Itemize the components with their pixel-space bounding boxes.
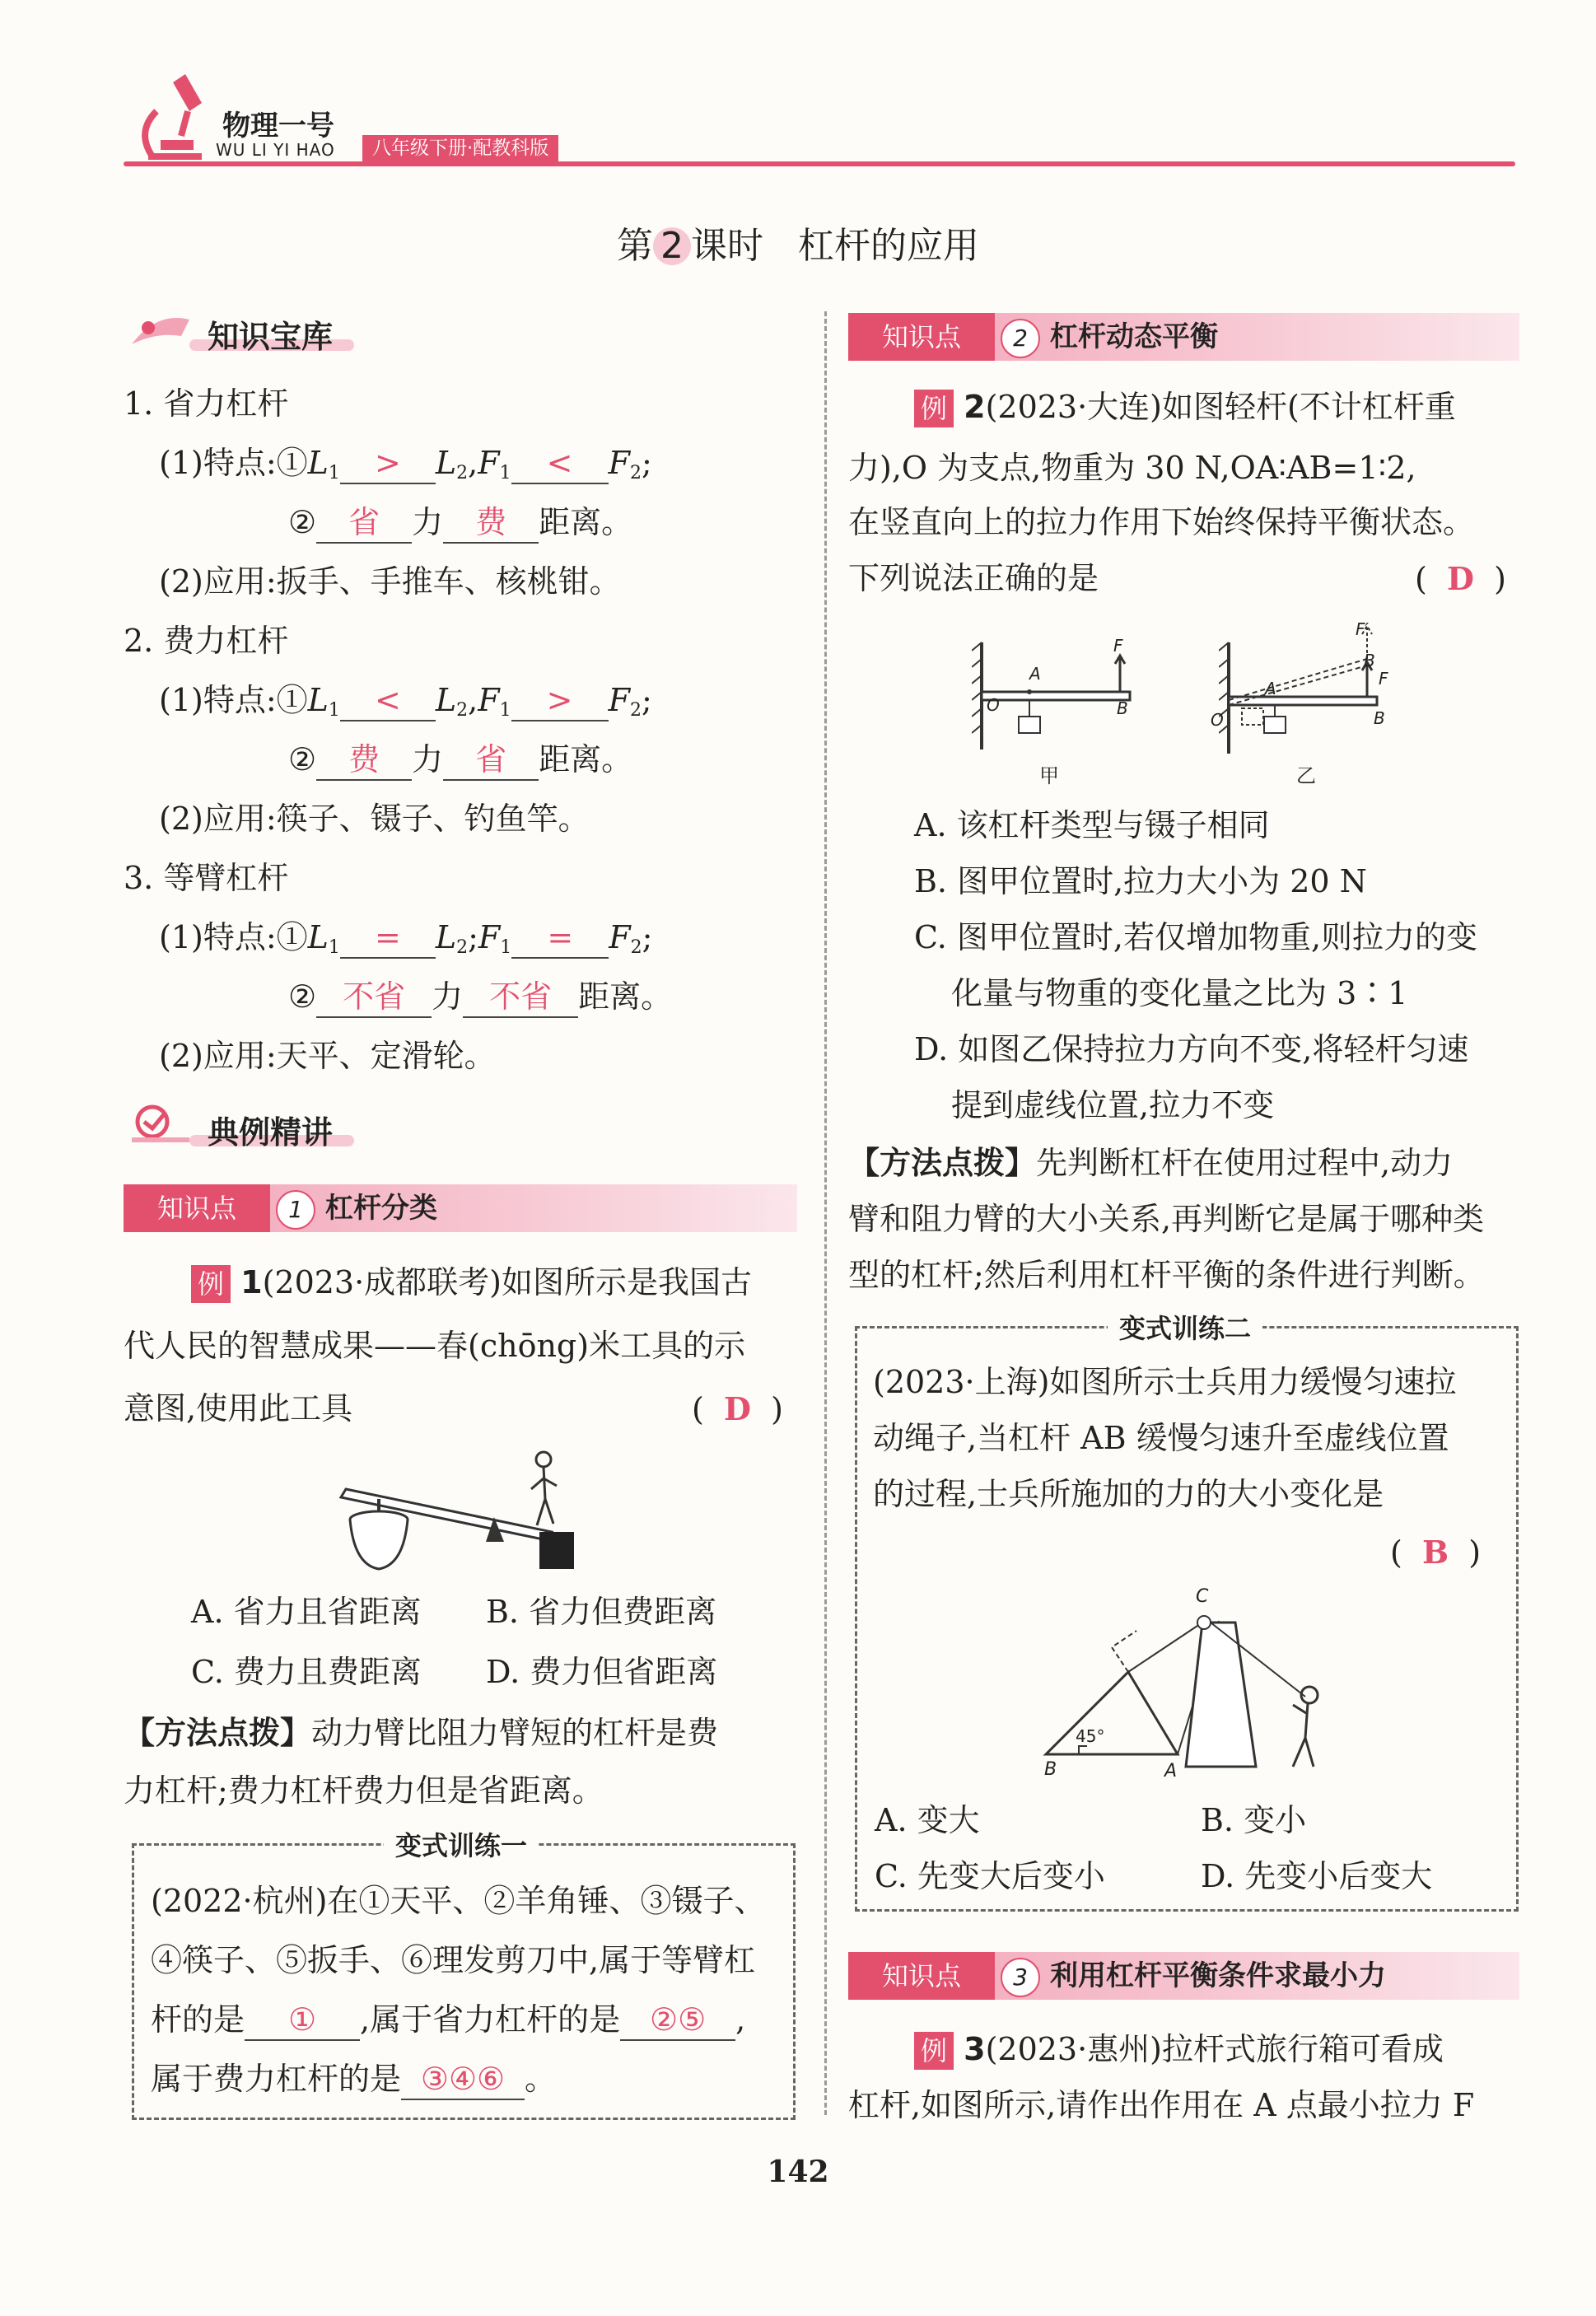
section2-blank-w2: 省 — [443, 741, 539, 781]
lesson-title — [0, 216, 1596, 268]
section2-feature2: ② 费 力 省 距离。 — [288, 741, 632, 781]
train1-blank3: ③④⑥ — [401, 2061, 525, 2100]
ex2-option-c-line2: 化量与物重的变化量之比为 3∶1 — [951, 975, 1408, 1011]
yi-label-b: B — [1374, 708, 1385, 728]
train1-line2: ④筷子、⑤扳手、⑥理发剪刀中,属于等臂杠 — [151, 1942, 756, 1978]
train2-option-c: C. 先变大后变小 — [875, 1858, 1105, 1894]
ex2-tip-label: 【方法点拨】 — [848, 1145, 1037, 1181]
ex2-line2: 力),O 为支点,物重为 30 N,OA∶AB=1∶2, — [848, 450, 1416, 486]
train2-label-a: A — [1164, 1761, 1178, 1781]
train2-label-c: C — [1196, 1586, 1209, 1607]
train1-line1: (2022·杭州)在①天平、②羊角锤、③镊子、 — [151, 1883, 766, 1919]
knowledge-point-3-bar — [848, 1952, 1519, 2000]
ex2-option-a: A. 该杠杆类型与镊子相同 — [914, 807, 1270, 843]
train1-line3: 杆的是 ① ,属于省力杠杆的是 ②⑤ , — [151, 2001, 745, 2041]
page-number: 142 — [767, 2155, 829, 2189]
kp1-title: 杠杆分类 — [325, 1192, 437, 1225]
ex2-option-c-line1: C. 图甲位置时,若仅增加物重,则拉力的变 — [914, 919, 1478, 955]
train2-label-b: B — [1044, 1759, 1057, 1780]
train2-label-angle: 45° — [1076, 1726, 1105, 1746]
ex2-option-b: B. 图甲位置时,拉力大小为 20 N — [914, 863, 1367, 899]
section3-blank-w1: 不省 — [316, 978, 432, 1018]
section1-title: 1. 省力杠杆 — [124, 385, 289, 422]
ex2-tip-line2: 臂和阻力臂的大小关系,再判断它是属于哪种类 — [848, 1201, 1485, 1237]
ex2-tip-line1: 【方法点拨】先判断杠杆在使用过程中,动力 — [848, 1145, 1454, 1181]
lever-figure-yi — [1219, 609, 1408, 774]
ex1-line2: 代人民的智慧成果——春(chōng)米工具的示 — [124, 1328, 746, 1364]
kp1-number: 1 — [276, 1190, 315, 1230]
ex1-option-b: B. 省力但费距离 — [486, 1594, 717, 1630]
ex1-option-a: A. 省力且省距离 — [191, 1594, 422, 1630]
kp3-tag: 知识点 — [848, 1952, 995, 2000]
section1-blank-cmp2: < — [511, 445, 609, 484]
kp1-tag: 知识点 — [124, 1184, 270, 1232]
section1-blank-w2: 费 — [443, 504, 539, 544]
yi-label-f: F — [1379, 669, 1388, 689]
kp2-tag: 知识点 — [848, 313, 995, 361]
knowledge-point-1-bar — [124, 1184, 797, 1232]
kp2-title: 杠杆动态平衡 — [1050, 320, 1218, 353]
section2-feature1: (1)特点$:①L_1 < L_2,F_1 > F_2$; — [159, 682, 652, 721]
train2-option-a: A. 变大 — [875, 1802, 980, 1838]
knowledge-icon — [124, 303, 198, 353]
section3-blank-w2: 不省 — [463, 978, 578, 1018]
train2-option-b: B. 变小 — [1201, 1802, 1307, 1838]
microscope-logo-icon — [124, 66, 214, 165]
ex1-line1: 例 1(2023·成都联考)如图所示是我国古 — [191, 1264, 752, 1303]
example-heading: 典例精讲 — [208, 1114, 334, 1151]
ex2-option-d-line1: D. 如图乙保持拉力方向不变,将轻杆匀速 — [914, 1031, 1469, 1067]
edition-badge: 八年级下册·配教科版 — [362, 135, 558, 161]
ex1-tip-label: 【方法点拨】 — [124, 1715, 312, 1751]
yi-label-a: A — [1265, 679, 1276, 698]
knowledge-heading: 知识宝库 — [208, 319, 334, 355]
ex2-line4: 下列说法正确的是 — [848, 560, 1099, 596]
train1-title: 变式训练一 — [384, 1825, 539, 1863]
section3-feature1: (1)特点$:①L_1$ = $L_2;F_1 = F_2$; — [159, 919, 653, 958]
figure-jia-caption: 甲 — [1039, 764, 1059, 787]
ex2-line1: 例 2(2023·大连)如图轻杆(不计杠杆重 — [914, 389, 1456, 427]
ex3-line2: 杠杆,如图所示,请作出作用在 A 点最小拉力 F — [848, 2087, 1475, 2123]
ex2-number: 2 — [964, 389, 986, 425]
train2-answer-bracket: ( B ) — [1390, 1534, 1482, 1571]
train1-blank1: ① — [245, 2001, 360, 2041]
ex1-number: 1 — [240, 1264, 263, 1300]
knowledge-point-2-bar — [848, 313, 1519, 361]
jia-label-f: F — [1113, 636, 1123, 656]
train2-option-d: D. 先变小后变大 — [1201, 1858, 1433, 1894]
section1-blank-w1: 省 — [316, 504, 412, 544]
section2-title: 2. 费力杠杆 — [124, 623, 289, 659]
kp3-title: 利用杠杆平衡条件求最小力 — [1050, 1959, 1386, 1992]
section2-blank-cmp1: < — [340, 682, 436, 721]
section3-title: 3. 等臂杠杆 — [124, 860, 289, 896]
ex1-answer: D — [723, 1390, 751, 1427]
section2-blank-cmp2: > — [511, 682, 609, 721]
section2-blank-w1: 费 — [316, 741, 412, 781]
section3-blank-cmp2: = — [511, 919, 609, 959]
ex1-tip-line2: 力杠杆;费力杠杆费力但是省距离。 — [124, 1772, 604, 1809]
section3-application: (2)应用:天平、定滑轮。 — [159, 1038, 496, 1074]
figure-yi-caption: 乙 — [1296, 764, 1316, 787]
section3-blank-cmp1: = — [340, 919, 436, 959]
section2-application: (2)应用:筷子、镊子、钓鱼竿。 — [159, 801, 590, 837]
soldier-pulley-figure — [1038, 1590, 1334, 1787]
ex3-label: 例 — [914, 2032, 954, 2070]
train2-line3: 的过程,士兵所施加的力的大小变化是 — [873, 1476, 1384, 1512]
kp3-number: 3 — [1001, 1958, 1040, 1997]
ex1-line3: 意图,使用此工具 — [124, 1390, 353, 1426]
jia-label-a: A — [1029, 664, 1041, 684]
section1-feature2: ② 省 力 费 距离。 — [288, 504, 632, 544]
ex2-option-d-line2: 提到虚线位置,拉力不变 — [951, 1087, 1275, 1123]
lesson-number: 2 — [653, 227, 691, 265]
train1-line4: 属于费力杠杆的是 ③④⑥ 。 — [151, 2061, 556, 2100]
section1-feature1: (1)特点$:①L_1 > L_2,F_1 < F_2$; — [159, 445, 652, 483]
train2-line2: 动绳子,当杠杆 AB 缓慢匀速升至虚线位置 — [873, 1420, 1449, 1456]
ex1-label: 例 — [191, 1265, 231, 1303]
train2-answer: B — [1421, 1534, 1449, 1571]
lesson-name: 杠杆的应用 — [797, 225, 979, 267]
ex2-tip-line3: 型的杠杆;然后利用杠杆平衡的条件进行判断。 — [848, 1257, 1485, 1293]
ex1-option-c: C. 费力且费距离 — [191, 1654, 422, 1690]
train2-title: 变式训练二 — [1108, 1308, 1262, 1346]
kp2-number: 2 — [1001, 319, 1040, 358]
ex2-line3: 在竖直向上的拉力作用下始终保持平衡状态。 — [848, 504, 1475, 540]
yi-label-o: O — [1211, 710, 1224, 730]
section1-application: (2)应用:扳手、手推车、核桃钳。 — [159, 563, 621, 600]
yi-label-b-prime: B — [1364, 651, 1375, 670]
train1-blank2: ②⑤ — [620, 2001, 735, 2041]
ex3-line1: 例 3(2023·惠州)拉杆式旅行箱可看成 — [914, 2031, 1444, 2070]
example-icon — [124, 1097, 198, 1146]
ex1-option-d: D. 费力但省距离 — [486, 1654, 718, 1690]
rice-pounder-figure — [329, 1450, 593, 1581]
section1-blank-cmp1: > — [340, 445, 436, 484]
train2-line1: (2023·上海)如图所示士兵用力缓慢匀速拉 — [873, 1364, 1457, 1400]
column-divider — [824, 311, 827, 2115]
lesson-prefix: 第 — [617, 225, 654, 267]
ex2-answer: D — [1446, 560, 1474, 597]
section3-feature2: ② 不省 力 不省 距离。 — [288, 978, 672, 1018]
ex1-tip-line1: 【方法点拨】动力臂比阻力臂短的杠杆是费 — [124, 1715, 719, 1751]
brand-pinyin: WU LI YI HAO — [216, 140, 335, 160]
ex1-answer-bracket: ( D ) — [692, 1390, 783, 1427]
yi-label-f-prime: F′ — [1356, 619, 1370, 639]
brand-name: 物理一号 — [222, 110, 334, 142]
ex2-label: 例 — [914, 390, 954, 427]
jia-label-b: B — [1117, 698, 1128, 718]
lesson-suffix: 课时 — [691, 225, 764, 267]
ex3-number: 3 — [964, 2031, 986, 2067]
jia-label-o: O — [987, 695, 1000, 715]
header-rule — [124, 161, 1515, 166]
ex2-answer-bracket: ( D ) — [1415, 560, 1506, 597]
